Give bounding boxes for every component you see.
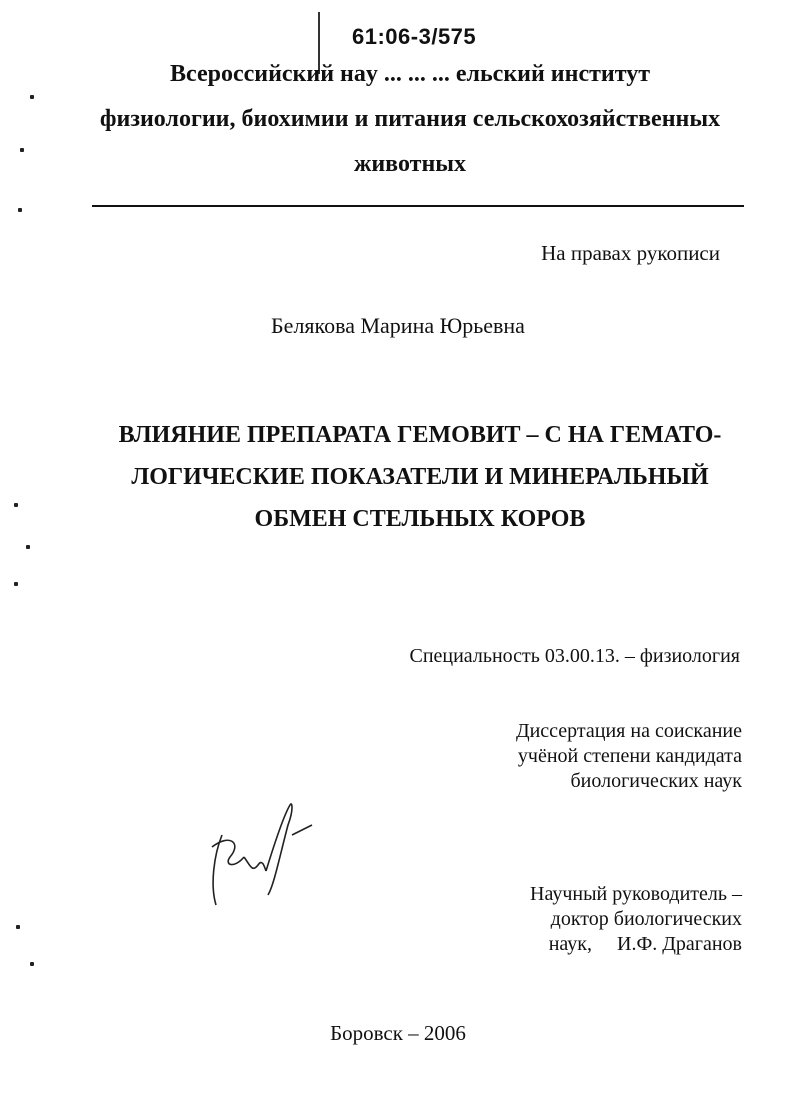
scan-speck <box>14 582 18 586</box>
supervisor-line-2: доктор биологических <box>550 908 742 930</box>
institute-line-2: физиологии, биохимии и питания сельскохозяйственных <box>99 106 721 132</box>
specialty-line: Специальность 03.00.13. – физиология <box>409 645 740 667</box>
scan-speck <box>18 208 22 212</box>
degree-line-2: учёной степени кандидата <box>517 745 742 767</box>
supervisor-line-1: Научный руководитель – <box>530 883 742 905</box>
scan-speck <box>30 962 34 966</box>
dissertation-degree-block <box>516 719 742 794</box>
title-line-3: ОБМЕН СТЕЛЬНЫХ КОРОВ <box>254 506 586 532</box>
scan-speck <box>16 925 20 929</box>
dissertation-title <box>80 414 760 540</box>
city-year: Боровск – 2006 <box>330 1021 466 1045</box>
manuscript-rights-note: На правах рукописи <box>541 241 720 265</box>
supervisor-block <box>530 882 742 957</box>
scan-speck <box>30 95 34 99</box>
degree-line-3: биологических наук <box>570 770 742 792</box>
scan-speck <box>14 503 18 507</box>
header-rule <box>92 205 744 207</box>
institute-header <box>60 52 760 187</box>
scan-speck <box>20 148 24 152</box>
supervisor-line-3: наук, И.Ф. Драганов <box>548 933 742 955</box>
title-line-1: ВЛИЯНИЕ ПРЕПАРАТА ГЕМОВИТ – С НА ГЕМАТО- <box>118 422 722 448</box>
institute-line-3: животных <box>353 151 467 177</box>
author-name: Белякова Марина Юрьевна <box>271 313 525 338</box>
scan-speck <box>26 545 30 549</box>
title-line-2: ЛОГИЧЕСКИЕ ПОКАЗАТЕЛИ И МИНЕРАЛЬНЫЙ <box>131 464 709 490</box>
degree-line-1: Диссертация на соискание <box>515 720 742 742</box>
institute-line-1: Всероссийский наy ... ... ... ельский институт <box>169 61 650 87</box>
archive-stamp: 61:06-3/575 <box>352 24 477 49</box>
handwritten-signature <box>200 795 320 915</box>
